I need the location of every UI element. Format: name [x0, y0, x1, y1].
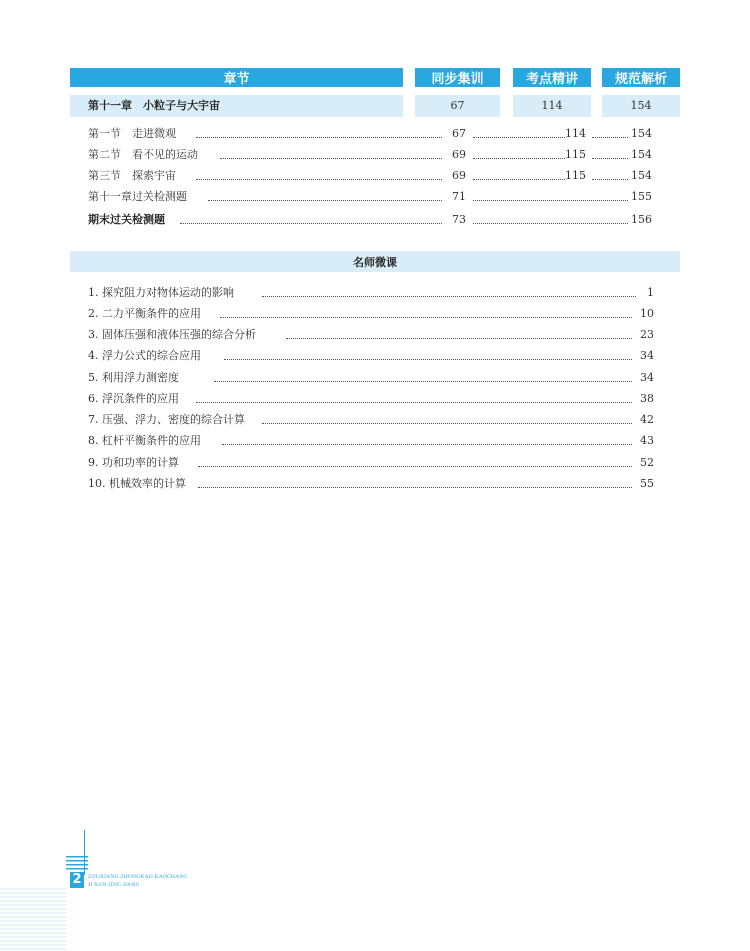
list-item: [0, 283, 750, 303]
leader-dots: [208, 200, 442, 201]
leader-dots: [180, 223, 442, 224]
list-item-label: 3. 固体压强和液体压强的综合分析: [88, 328, 256, 341]
list-item: [0, 474, 750, 494]
toc-v1: 69: [452, 169, 466, 182]
footer-stripes: [66, 856, 88, 872]
header-col1-label: 同步集训: [431, 72, 484, 87]
list-item: [0, 368, 750, 388]
list-item: [0, 453, 750, 473]
list-item-label: 8. 杠杆平衡条件的应用: [88, 434, 201, 447]
leader-dots: [220, 317, 632, 318]
toc-v3: 154: [631, 148, 652, 161]
toc-row-label: 第十一章过关检测题: [88, 190, 187, 203]
toc-row: [0, 210, 750, 230]
list-item-page: 34: [640, 349, 654, 362]
leader-dots: [196, 402, 632, 403]
list-item-page: 34: [640, 371, 654, 384]
leader-dots: [592, 158, 628, 159]
leader-dots: [592, 179, 628, 180]
leader-dots: [198, 466, 632, 467]
list-item-label: 6. 浮沉条件的应用: [88, 392, 179, 405]
toc-row: [0, 145, 750, 165]
toc-v3: 154: [631, 169, 652, 182]
toc-v1: 71: [452, 190, 466, 203]
toc-row-label: 第二节 看不见的运动: [88, 148, 198, 161]
footer-corner-band: [0, 888, 66, 951]
toc-row: [0, 166, 750, 186]
list-item-page: 52: [640, 456, 654, 469]
list-item-label: 1. 探究阻力对物体运动的影响: [88, 286, 234, 299]
toc-row: [0, 124, 750, 144]
list-item-label: 2. 二力平衡条件的应用: [88, 307, 201, 320]
list-item-label: 9. 功和功率的计算: [88, 456, 179, 469]
header-col3: [602, 68, 680, 87]
header-col2-label: 考点精讲: [525, 72, 578, 87]
leader-dots: [473, 179, 565, 180]
chapter-v3: 154: [630, 99, 652, 112]
leader-dots: [592, 137, 628, 138]
toc-v2: 115: [565, 169, 586, 182]
leader-dots: [222, 444, 632, 445]
list-item-label: 7. 压强、浮力、密度的综合计算: [88, 413, 245, 426]
leader-dots: [473, 137, 565, 138]
header-chapter-label: 章节: [223, 72, 250, 87]
leader-dots: [473, 223, 628, 224]
header-chapter: [70, 68, 403, 87]
page-number: 2: [70, 872, 84, 888]
toc-row: [0, 187, 750, 207]
header-col3-label: 规范解析: [614, 72, 667, 87]
toc-v3: 156: [631, 213, 652, 226]
list-item: [0, 346, 750, 366]
chapter-v2: 114: [541, 99, 563, 112]
leader-dots: [196, 179, 442, 180]
leader-dots: [286, 338, 632, 339]
leader-dots: [473, 158, 565, 159]
mingshi-title-label: 名师微课: [353, 255, 397, 269]
toc-row-label: 第一节 走进微观: [88, 127, 176, 140]
toc-v1: 67: [452, 127, 466, 140]
toc-v1: 69: [452, 148, 466, 161]
list-item-page: 42: [640, 413, 654, 426]
list-item: [0, 431, 750, 451]
leader-dots: [473, 200, 628, 201]
footer-series-line1: ZOUXIANG ZHONGKAO KAOCHANG: [88, 874, 188, 880]
list-item-label: 4. 浮力公式的综合应用: [88, 349, 201, 362]
leader-dots: [262, 423, 632, 424]
footer-series-line2: JI XUN·JING JIANG: [88, 882, 140, 888]
header-col1: [415, 68, 500, 87]
toc-v1: 73: [452, 213, 466, 226]
toc-v3: 154: [631, 127, 652, 140]
list-item: [0, 410, 750, 430]
list-item-page: 23: [640, 328, 654, 341]
toc-v2: 115: [565, 148, 586, 161]
toc-row-label: 期末过关检测题: [88, 213, 165, 226]
list-item-page: 43: [640, 434, 654, 447]
chapter-v1: 67: [450, 99, 465, 112]
list-item: [0, 304, 750, 324]
chapter-title: 第十一章 小粒子与大宇宙: [88, 99, 220, 112]
header-col2: [513, 68, 591, 87]
toc-row-label: 第三节 探索宇宙: [88, 169, 176, 182]
leader-dots: [198, 487, 632, 488]
mingshi-title: [70, 251, 680, 272]
list-item-page: 55: [640, 477, 654, 490]
leader-dots: [224, 359, 632, 360]
leader-dots: [196, 137, 442, 138]
list-item-page: 1: [647, 286, 654, 299]
list-item: [0, 325, 750, 345]
list-item-label: 5. 利用浮力测密度: [88, 371, 179, 384]
leader-dots: [220, 158, 442, 159]
list-item-label: 10. 机械效率的计算: [88, 477, 186, 490]
list-item: [0, 389, 750, 409]
toc-v2: 114: [565, 127, 586, 140]
leader-dots: [262, 296, 636, 297]
list-item-page: 38: [640, 392, 654, 405]
toc-v3: 155: [631, 190, 652, 203]
leader-dots: [214, 381, 632, 382]
list-item-page: 10: [640, 307, 654, 320]
